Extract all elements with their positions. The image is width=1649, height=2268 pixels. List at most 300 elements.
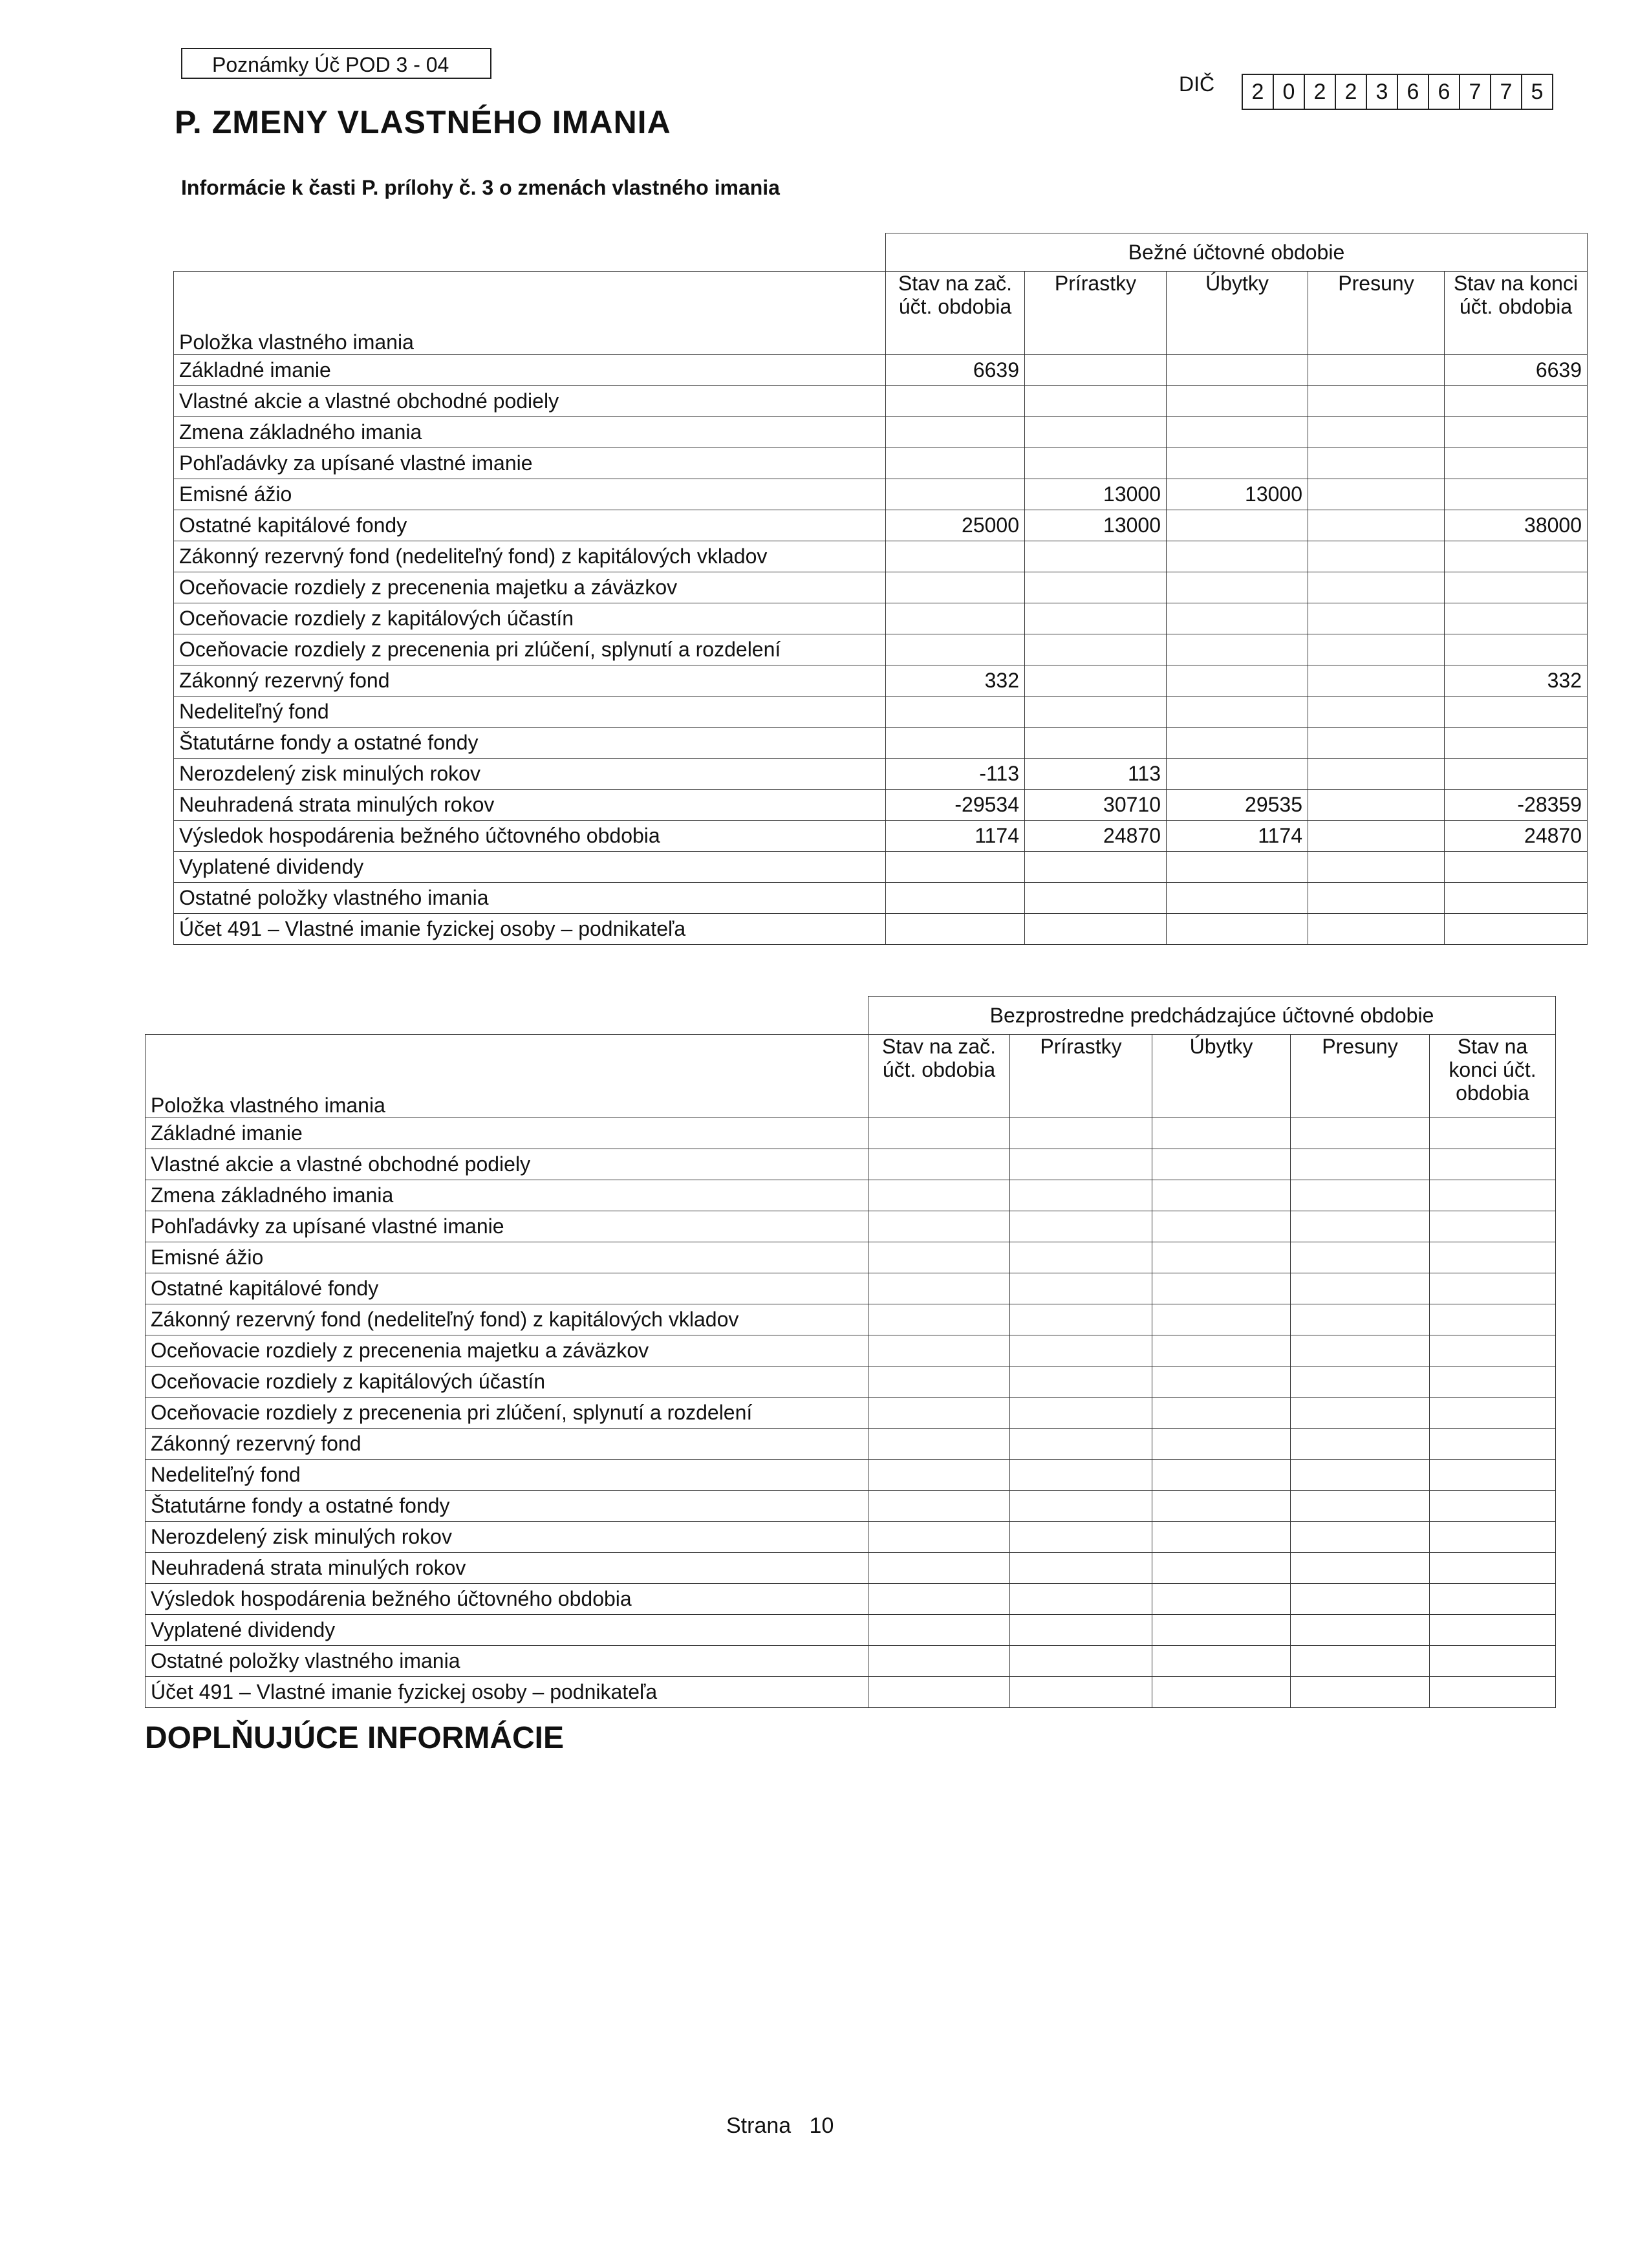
- value-cell-transfers: [1291, 1118, 1430, 1149]
- table-row: [174, 448, 1588, 479]
- value-cell-reductions: [1152, 1429, 1291, 1460]
- row-label: Vlastné akcie a vlastné obchodné podiely: [174, 386, 886, 417]
- row-label: Základné imanie: [146, 1118, 868, 1149]
- value-cell-additions: [1025, 634, 1167, 665]
- value-cell-transfers: [1291, 1335, 1430, 1366]
- value-cell-end: [1445, 728, 1588, 759]
- value-cell-start: [886, 417, 1025, 448]
- value-cell-additions: [1025, 883, 1167, 914]
- value-cell-transfers: [1308, 448, 1445, 479]
- table-row: [174, 417, 1588, 448]
- row-label: Vlastné akcie a vlastné obchodné podiely: [146, 1149, 868, 1180]
- value-cell-additions: [1025, 665, 1167, 697]
- row-label: Emisné ážio: [174, 479, 886, 510]
- value-cell-transfers: [1291, 1553, 1430, 1584]
- table-row: [146, 1335, 1556, 1366]
- value-cell-additions: [1010, 1242, 1152, 1273]
- column-header-reductions: Úbytky: [1167, 272, 1308, 355]
- value-cell-reductions: [1167, 603, 1308, 634]
- value-cell-additions: [1010, 1646, 1152, 1677]
- value-cell-end: [1430, 1460, 1556, 1491]
- table-row: [174, 665, 1588, 697]
- row-label: Vyplatené dividendy: [146, 1615, 868, 1646]
- row-label: Základné imanie: [174, 355, 886, 386]
- value-cell-additions: [1010, 1677, 1152, 1708]
- value-cell-end: [1430, 1584, 1556, 1615]
- value-cell-additions: 24870: [1025, 821, 1167, 852]
- value-cell-reductions: [1167, 386, 1308, 417]
- row-label: Nerozdelený zisk minulých rokov: [174, 759, 886, 790]
- value-cell-reductions: [1152, 1584, 1291, 1615]
- page-title: P. ZMENY VLASTNÉHO IMANIA: [175, 104, 671, 140]
- value-cell-start: 332: [886, 665, 1025, 697]
- value-cell-reductions: [1152, 1149, 1291, 1180]
- value-cell-start: [868, 1398, 1010, 1429]
- value-cell-reductions: [1152, 1180, 1291, 1211]
- value-cell-start: [868, 1366, 1010, 1398]
- value-cell-end: [1445, 448, 1588, 479]
- page-label: Strana: [726, 2113, 792, 2138]
- value-cell-additions: [1010, 1273, 1152, 1304]
- value-cell-transfers: [1291, 1584, 1430, 1615]
- value-cell-reductions: [1167, 417, 1308, 448]
- table-row: [146, 1366, 1556, 1398]
- value-cell-additions: [1010, 1211, 1152, 1242]
- value-cell-reductions: [1167, 448, 1308, 479]
- row-label: Ostatné položky vlastného imania: [174, 883, 886, 914]
- value-cell-start: [886, 852, 1025, 883]
- value-cell-start: [886, 572, 1025, 603]
- table-row: [174, 386, 1588, 417]
- value-cell-additions: [1025, 355, 1167, 386]
- row-label: Štatutárne fondy a ostatné fondy: [146, 1491, 868, 1522]
- column-header-transfers: Presuny: [1291, 1035, 1430, 1118]
- dic-digit: 0: [1274, 75, 1305, 109]
- value-cell-additions: [1025, 852, 1167, 883]
- column-header-start: Stav na zač. účt. obdobia: [868, 1035, 1010, 1118]
- value-cell-transfers: [1291, 1273, 1430, 1304]
- value-cell-start: [886, 541, 1025, 572]
- value-cell-reductions: [1152, 1615, 1291, 1646]
- value-cell-transfers: [1291, 1491, 1430, 1522]
- row-label: Zmena základného imania: [146, 1180, 868, 1211]
- value-cell-transfers: [1291, 1398, 1430, 1429]
- value-cell-reductions: [1152, 1646, 1291, 1677]
- value-cell-reductions: [1167, 510, 1308, 541]
- value-cell-additions: [1010, 1615, 1152, 1646]
- table-row: [146, 1149, 1556, 1180]
- section-info: Informácie k časti P. prílohy č. 3 o zmenách vlastného imania: [181, 176, 780, 199]
- table-row: [174, 634, 1588, 665]
- row-label: Výsledok hospodárenia bežného účtovného obdobia: [146, 1584, 868, 1615]
- value-cell-end: [1445, 883, 1588, 914]
- value-cell-additions: [1025, 541, 1167, 572]
- value-cell-reductions: [1167, 697, 1308, 728]
- value-cell-reductions: [1167, 541, 1308, 572]
- value-cell-additions: [1025, 914, 1167, 945]
- equity-changes-previous-table: [145, 996, 1556, 1708]
- value-cell-end: [1430, 1366, 1556, 1398]
- value-cell-transfers: [1308, 914, 1445, 945]
- value-cell-reductions: [1152, 1335, 1291, 1366]
- value-cell-additions: 30710: [1025, 790, 1167, 821]
- value-cell-reductions: 29535: [1167, 790, 1308, 821]
- value-cell-additions: [1010, 1180, 1152, 1211]
- value-cell-end: [1430, 1491, 1556, 1522]
- value-cell-start: [886, 914, 1025, 945]
- value-cell-start: [868, 1335, 1010, 1366]
- value-cell-additions: 113: [1025, 759, 1167, 790]
- row-label: Oceňovacie rozdiely z kapitálových účastín: [146, 1366, 868, 1398]
- value-cell-end: [1445, 603, 1588, 634]
- value-cell-transfers: [1291, 1615, 1430, 1646]
- value-cell-reductions: [1152, 1398, 1291, 1429]
- value-cell-start: 25000: [886, 510, 1025, 541]
- value-cell-additions: [1010, 1584, 1152, 1615]
- value-cell-reductions: [1152, 1553, 1291, 1584]
- value-cell-start: [886, 603, 1025, 634]
- value-cell-reductions: [1167, 665, 1308, 697]
- value-cell-transfers: [1291, 1677, 1430, 1708]
- row-label: Štatutárne fondy a ostatné fondy: [174, 728, 886, 759]
- row-label: Nedeliteľný fond: [174, 697, 886, 728]
- value-cell-transfers: [1308, 479, 1445, 510]
- value-cell-reductions: [1167, 634, 1308, 665]
- value-cell-end: [1430, 1118, 1556, 1149]
- value-cell-start: [868, 1553, 1010, 1584]
- value-cell-transfers: [1308, 355, 1445, 386]
- value-cell-transfers: [1291, 1180, 1430, 1211]
- value-cell-start: [886, 386, 1025, 417]
- value-cell-reductions: [1167, 852, 1308, 883]
- value-cell-end: 332: [1445, 665, 1588, 697]
- value-cell-transfers: [1291, 1646, 1430, 1677]
- row-label: Zákonný rezervný fond: [174, 665, 886, 697]
- period-header: Bezprostredne predchádzajúce účtovné obdobie: [868, 997, 1556, 1035]
- column-header-additions: Prírastky: [1010, 1035, 1152, 1118]
- value-cell-reductions: [1152, 1304, 1291, 1335]
- table-row: [146, 1180, 1556, 1211]
- value-cell-end: [1430, 1242, 1556, 1273]
- row-label: Pohľadávky za upísané vlastné imanie: [174, 448, 886, 479]
- value-cell-additions: [1010, 1366, 1152, 1398]
- row-label: Oceňovacie rozdiely z precenenia pri zlúčení, splynutí a rozdelení: [146, 1398, 868, 1429]
- value-cell-end: [1430, 1522, 1556, 1553]
- value-cell-start: [868, 1584, 1010, 1615]
- table-row: [174, 510, 1588, 541]
- dic-label: DIČ: [1179, 72, 1215, 96]
- value-cell-transfers: [1308, 417, 1445, 448]
- row-label: Oceňovacie rozdiely z kapitálových účastín: [174, 603, 886, 634]
- dic-digit: 2: [1243, 75, 1274, 109]
- empty-corner: [174, 233, 886, 272]
- table-row: [174, 790, 1588, 821]
- value-cell-transfers: [1308, 728, 1445, 759]
- value-cell-end: [1430, 1429, 1556, 1460]
- row-label: Účet 491 – Vlastné imanie fyzickej osoby – podnikateľa: [146, 1677, 868, 1708]
- dic-digit: 6: [1429, 75, 1460, 109]
- value-cell-reductions: [1152, 1491, 1291, 1522]
- value-cell-transfers: [1308, 665, 1445, 697]
- column-header-item: Položka vlastného imania: [174, 272, 886, 355]
- column-header-reductions: Úbytky: [1152, 1035, 1291, 1118]
- value-cell-end: [1430, 1677, 1556, 1708]
- value-cell-transfers: [1291, 1522, 1430, 1553]
- value-cell-transfers: [1308, 386, 1445, 417]
- dic-digit: 3: [1367, 75, 1398, 109]
- value-cell-end: [1445, 572, 1588, 603]
- value-cell-additions: [1025, 728, 1167, 759]
- value-cell-reductions: [1167, 914, 1308, 945]
- value-cell-transfers: [1308, 572, 1445, 603]
- value-cell-additions: [1025, 417, 1167, 448]
- value-cell-start: [868, 1211, 1010, 1242]
- table-row: [174, 541, 1588, 572]
- table-row: [146, 1304, 1556, 1335]
- value-cell-end: 6639: [1445, 355, 1588, 386]
- value-cell-start: [868, 1242, 1010, 1273]
- period-header: Bežné účtovné obdobie: [886, 233, 1588, 272]
- value-cell-transfers: [1291, 1211, 1430, 1242]
- value-cell-transfers: [1291, 1429, 1430, 1460]
- value-cell-end: [1445, 386, 1588, 417]
- value-cell-additions: [1010, 1460, 1152, 1491]
- value-cell-start: [868, 1149, 1010, 1180]
- dic-digits: [1242, 74, 1553, 110]
- table-row: [146, 1677, 1556, 1708]
- table-row: [146, 1584, 1556, 1615]
- value-cell-start: [868, 1522, 1010, 1553]
- value-cell-transfers: [1308, 603, 1445, 634]
- value-cell-end: [1430, 1180, 1556, 1211]
- table-row: [174, 914, 1588, 945]
- value-cell-end: -28359: [1445, 790, 1588, 821]
- empty-corner: [146, 997, 868, 1035]
- page-number: 10: [809, 2113, 834, 2138]
- value-cell-reductions: [1167, 728, 1308, 759]
- table-row: [146, 1118, 1556, 1149]
- value-cell-start: -29534: [886, 790, 1025, 821]
- table-row: [174, 572, 1588, 603]
- value-cell-transfers: [1308, 852, 1445, 883]
- value-cell-end: [1430, 1149, 1556, 1180]
- value-cell-additions: [1025, 603, 1167, 634]
- value-cell-transfers: [1308, 634, 1445, 665]
- value-cell-start: [868, 1615, 1010, 1646]
- row-label: Neuhradená strata minulých rokov: [146, 1553, 868, 1584]
- value-cell-transfers: [1291, 1304, 1430, 1335]
- row-label: Výsledok hospodárenia bežného účtovného obdobia: [174, 821, 886, 852]
- table-row: [146, 1429, 1556, 1460]
- value-cell-transfers: [1308, 821, 1445, 852]
- value-cell-transfers: [1291, 1460, 1430, 1491]
- table-row: [146, 1491, 1556, 1522]
- dic-digit: 7: [1460, 75, 1491, 109]
- dic-digit: 5: [1531, 80, 1544, 104]
- table-row: [174, 883, 1588, 914]
- value-cell-end: [1430, 1615, 1556, 1646]
- table-row: [174, 697, 1588, 728]
- value-cell-end: [1445, 417, 1588, 448]
- value-cell-reductions: [1152, 1118, 1291, 1149]
- row-label: Pohľadávky za upísané vlastné imanie: [146, 1211, 868, 1242]
- value-cell-additions: [1025, 697, 1167, 728]
- dic-digit: 2: [1336, 75, 1367, 109]
- value-cell-reductions: [1152, 1366, 1291, 1398]
- value-cell-start: [868, 1180, 1010, 1211]
- value-cell-reductions: [1152, 1677, 1291, 1708]
- value-cell-transfers: [1291, 1149, 1430, 1180]
- value-cell-start: [868, 1273, 1010, 1304]
- value-cell-end: [1430, 1304, 1556, 1335]
- value-cell-start: [868, 1677, 1010, 1708]
- table-row: [174, 759, 1588, 790]
- value-cell-start: [868, 1491, 1010, 1522]
- value-cell-reductions: [1167, 883, 1308, 914]
- value-cell-end: [1445, 852, 1588, 883]
- value-cell-transfers: [1308, 790, 1445, 821]
- value-cell-end: [1445, 697, 1588, 728]
- column-header-additions: Prírastky: [1025, 272, 1167, 355]
- value-cell-end: [1445, 759, 1588, 790]
- table-row: [146, 1646, 1556, 1677]
- value-cell-end: [1430, 1211, 1556, 1242]
- value-cell-transfers: [1291, 1242, 1430, 1273]
- value-cell-reductions: [1152, 1211, 1291, 1242]
- row-label: Ostatné kapitálové fondy: [174, 510, 886, 541]
- column-header-end: Stav na konci účt. obdobia: [1430, 1035, 1556, 1118]
- value-cell-start: [886, 448, 1025, 479]
- value-cell-reductions: [1167, 759, 1308, 790]
- value-cell-additions: 13000: [1025, 510, 1167, 541]
- form-code-box: Poznámky Úč POD 3 - 04: [181, 48, 491, 79]
- value-cell-additions: [1010, 1118, 1152, 1149]
- dic-digit: 6: [1398, 75, 1429, 109]
- table-row: [146, 1615, 1556, 1646]
- value-cell-additions: [1010, 1429, 1152, 1460]
- value-cell-start: [868, 1646, 1010, 1677]
- column-header-start: Stav na zač. účt. obdobia: [886, 272, 1025, 355]
- table-row: [174, 355, 1588, 386]
- row-label: Zákonný rezervný fond (nedeliteľný fond) z kapitálových vkladov: [174, 541, 886, 572]
- value-cell-start: [868, 1304, 1010, 1335]
- value-cell-reductions: [1152, 1522, 1291, 1553]
- equity-changes-current-table: [173, 233, 1588, 945]
- value-cell-end: [1445, 914, 1588, 945]
- page-footer: [726, 2113, 834, 2139]
- value-cell-start: [868, 1429, 1010, 1460]
- value-cell-start: 6639: [886, 355, 1025, 386]
- row-label: Oceňovacie rozdiely z precenenia majetku a záväzkov: [174, 572, 886, 603]
- table-row: [174, 821, 1588, 852]
- row-label: Nerozdelený zisk minulých rokov: [146, 1522, 868, 1553]
- row-label: Emisné ážio: [146, 1242, 868, 1273]
- table-row: [174, 728, 1588, 759]
- value-cell-reductions: [1152, 1242, 1291, 1273]
- value-cell-start: [886, 634, 1025, 665]
- value-cell-transfers: [1308, 759, 1445, 790]
- value-cell-additions: [1010, 1149, 1152, 1180]
- row-label: Oceňovacie rozdiely z precenenia majetku a záväzkov: [146, 1335, 868, 1366]
- table-row: [146, 1553, 1556, 1584]
- row-label: Neuhradená strata minulých rokov: [174, 790, 886, 821]
- table-row: [146, 1460, 1556, 1491]
- row-label: Ostatné položky vlastného imania: [146, 1646, 868, 1677]
- value-cell-start: 1174: [886, 821, 1025, 852]
- row-label: Oceňovacie rozdiely z precenenia pri zlúčení, splynutí a rozdelení: [174, 634, 886, 665]
- value-cell-end: [1430, 1335, 1556, 1366]
- value-cell-end: [1430, 1273, 1556, 1304]
- value-cell-end: [1445, 479, 1588, 510]
- row-label: Vyplatené dividendy: [174, 852, 886, 883]
- value-cell-reductions: [1167, 355, 1308, 386]
- value-cell-reductions: [1152, 1273, 1291, 1304]
- value-cell-additions: [1010, 1491, 1152, 1522]
- dic-digit: 7: [1491, 75, 1522, 109]
- value-cell-start: [886, 728, 1025, 759]
- value-cell-start: [886, 883, 1025, 914]
- value-cell-start: [868, 1118, 1010, 1149]
- value-cell-transfers: [1308, 697, 1445, 728]
- dic-digit: 2: [1305, 75, 1336, 109]
- table-row: [174, 603, 1588, 634]
- value-cell-end: [1430, 1398, 1556, 1429]
- value-cell-reductions: 13000: [1167, 479, 1308, 510]
- value-cell-transfers: [1291, 1366, 1430, 1398]
- value-cell-end: 38000: [1445, 510, 1588, 541]
- value-cell-reductions: [1167, 572, 1308, 603]
- value-cell-additions: [1025, 386, 1167, 417]
- value-cell-end: [1445, 634, 1588, 665]
- table-row: [146, 1273, 1556, 1304]
- column-header-transfers: Presuny: [1308, 272, 1445, 355]
- value-cell-additions: [1010, 1553, 1152, 1584]
- column-header-item: Položka vlastného imania: [146, 1035, 868, 1118]
- value-cell-additions: [1010, 1304, 1152, 1335]
- column-header-end: Stav na konci účt. obdobia: [1445, 272, 1588, 355]
- value-cell-reductions: 1174: [1167, 821, 1308, 852]
- table-row: [146, 1211, 1556, 1242]
- table-row: [146, 1242, 1556, 1273]
- row-label: Účet 491 – Vlastné imanie fyzickej osoby – podnikateľa: [174, 914, 886, 945]
- row-label: Ostatné kapitálové fondy: [146, 1273, 868, 1304]
- value-cell-start: [886, 479, 1025, 510]
- table-row: [174, 852, 1588, 883]
- value-cell-transfers: [1308, 510, 1445, 541]
- value-cell-additions: [1010, 1398, 1152, 1429]
- table-row: [146, 1522, 1556, 1553]
- value-cell-end: [1445, 541, 1588, 572]
- supplementary-info-heading: DOPLŇUJÚCE INFORMÁCIE: [145, 1721, 565, 1755]
- value-cell-additions: [1025, 448, 1167, 479]
- value-cell-transfers: [1308, 541, 1445, 572]
- table-row: [174, 479, 1588, 510]
- table-row: [146, 1398, 1556, 1429]
- value-cell-additions: [1010, 1335, 1152, 1366]
- value-cell-start: [886, 697, 1025, 728]
- value-cell-end: 24870: [1445, 821, 1588, 852]
- row-label: Zmena základného imania: [174, 417, 886, 448]
- value-cell-additions: [1010, 1522, 1152, 1553]
- value-cell-additions: [1025, 572, 1167, 603]
- row-label: Nedeliteľný fond: [146, 1460, 868, 1491]
- value-cell-start: [868, 1460, 1010, 1491]
- value-cell-end: [1430, 1646, 1556, 1677]
- value-cell-additions: 13000: [1025, 479, 1167, 510]
- row-label: Zákonný rezervný fond: [146, 1429, 868, 1460]
- value-cell-transfers: [1308, 883, 1445, 914]
- row-label: Zákonný rezervný fond (nedeliteľný fond) z kapitálových vkladov: [146, 1304, 868, 1335]
